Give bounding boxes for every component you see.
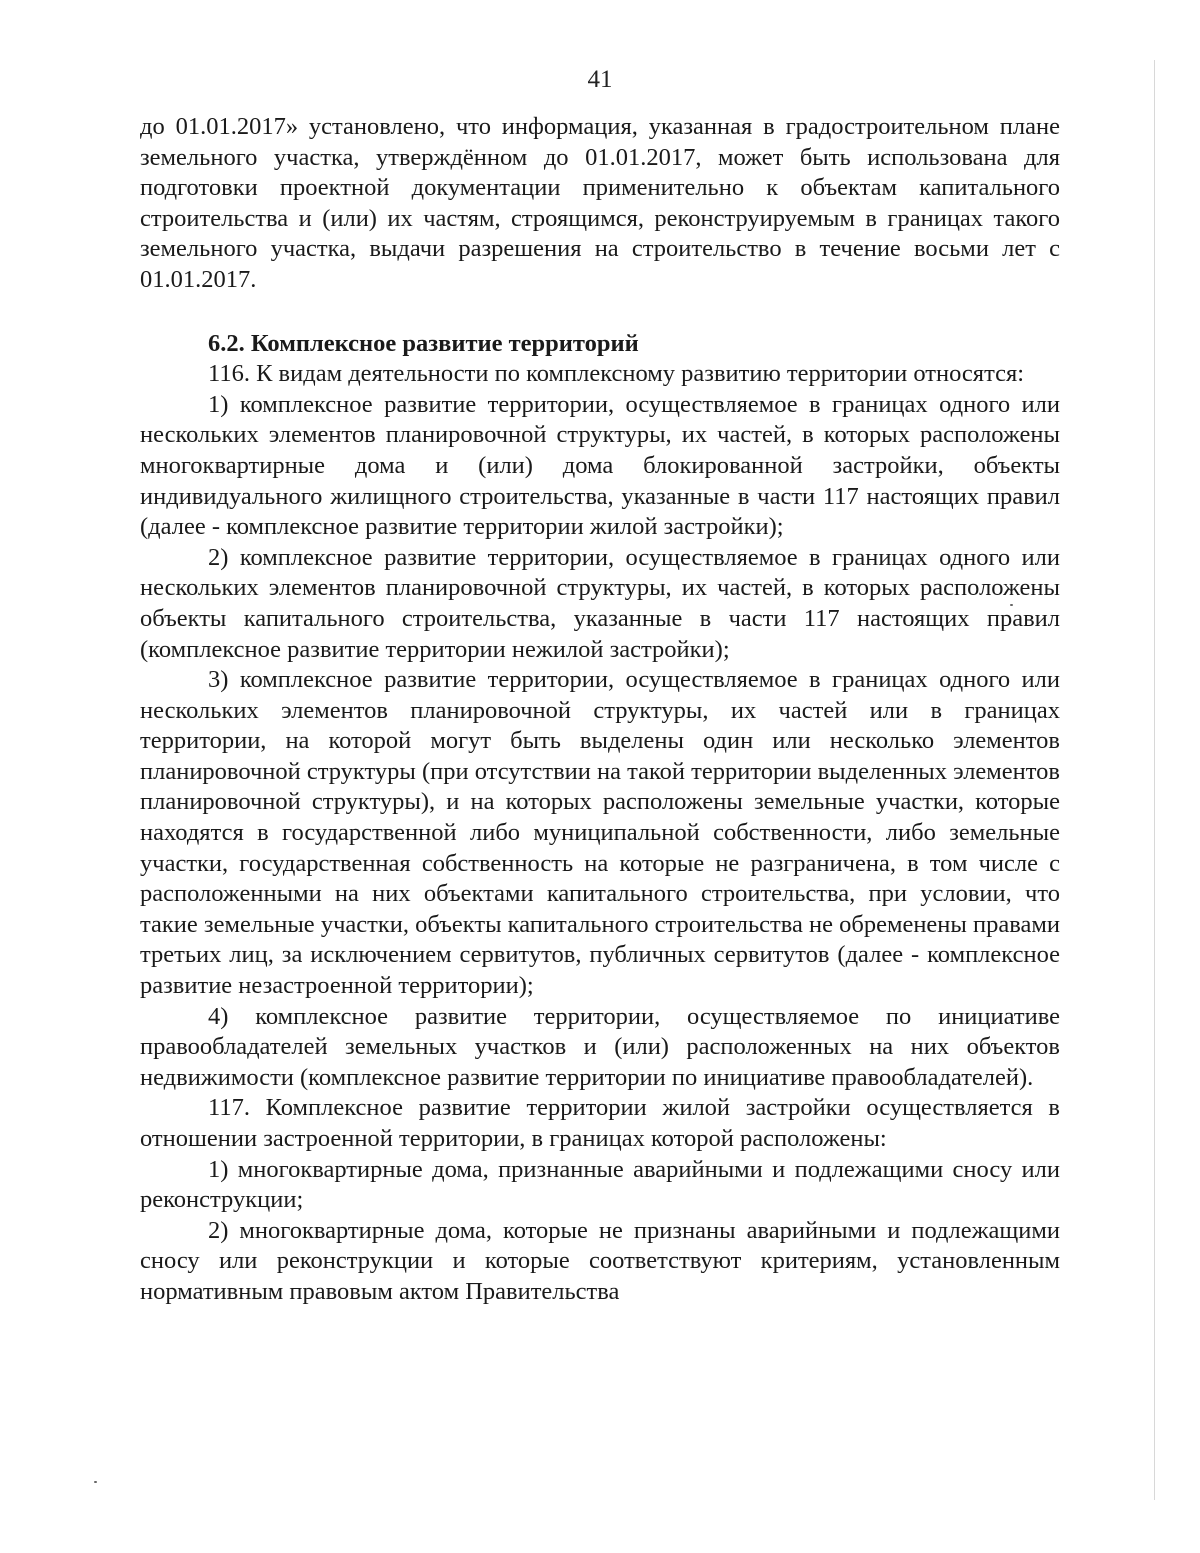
document-body (140, 112, 1060, 1308)
list-item-1: 1) комплексное развитие территории, осуществляемое в границах одного или нескольких элементов планировочной структуры, их частей, в которых расположены многоквартирные дома и (или) дома блокированной застройки, объекты индивидуального жилищного строительства, указанные в части 117 настоящих правил (далее - комплексное развитие территории жилой застройки); (140, 390, 1060, 541)
list-item-117-1: 1) многоквартирные дома, признанные аварийными и подлежащими сносу или реконструкции; (140, 1155, 1060, 1214)
paragraph-117: 117. Комплексное развитие территории жилой застройки осуществляется в отношении застроенной территории, в границах которой расположены: (140, 1094, 1060, 1152)
list-item-4: 4) комплексное развитие территории, осуществляемое по инициативе правообладателей земельных участков и (или) расположенных на них объектов недвижимости (комплексное развитие территории по инициативе правообладателей). (140, 1002, 1060, 1091)
scan-speck (94, 1481, 97, 1483)
paragraph-116: 116. К видам деятельности по комплексному развитию территории относятся: (208, 360, 1025, 388)
paragraph-continuation: до 01.01.2017» установлено, что информация, указанная в градостроительном плане земельного участка, утверждённом до 01.01.2017, может быть использована для подготовки проектной документации применительно к объектам капитального строительства и (или) их частям, строящимся, реконструируемым в границах такого земельного участка, выдачи разрешения на строительство в течение восьми лет с 01.01.2017. (140, 113, 1060, 293)
scan-edge-line (1154, 60, 1155, 1500)
page-number: 41 (587, 66, 613, 93)
list-item-3: 3) комплексное развитие территории, осуществляемое в границах одного или нескольких элементов планировочной структуры, их частей или в границах территории, на которой могут быть выделены один или несколько элементов планировочной структуры (при отсутствии на такой территории выделенных элементов планировочной структуры), и на которых расположены земельные участки, которые находятся в государственной либо муниципальной собственности, либо земельные участки, государственная собственность на которые не разграничена, в том числе с расположенными на них объектами капитального строительства, при условии, что такие земельные участки, объекты капитального строительства не обременены правами третьих лиц, за исключением сервитутов, публичных сервитутов (далее - комплексное развитие незастроенной территории); (140, 666, 1060, 1000)
section-heading: 6.2. Комплексное развитие территорий (208, 329, 639, 357)
list-item-2: 2) комплексное развитие территории, осуществляемое в границах одного или нескольких элементов планировочной структуры, их частей, в которых расположены объекты капитального строительства, указанные в части 117 настоящих правил (комплексное развитие территории нежилой застройки); (140, 543, 1060, 663)
list-item-117-2: 2) многоквартирные дома, которые не признаны аварийными и подлежащими сносу или реконструкции и которые соответствуют критериям, установленным нормативным правовым актом Правительства (140, 1216, 1060, 1305)
